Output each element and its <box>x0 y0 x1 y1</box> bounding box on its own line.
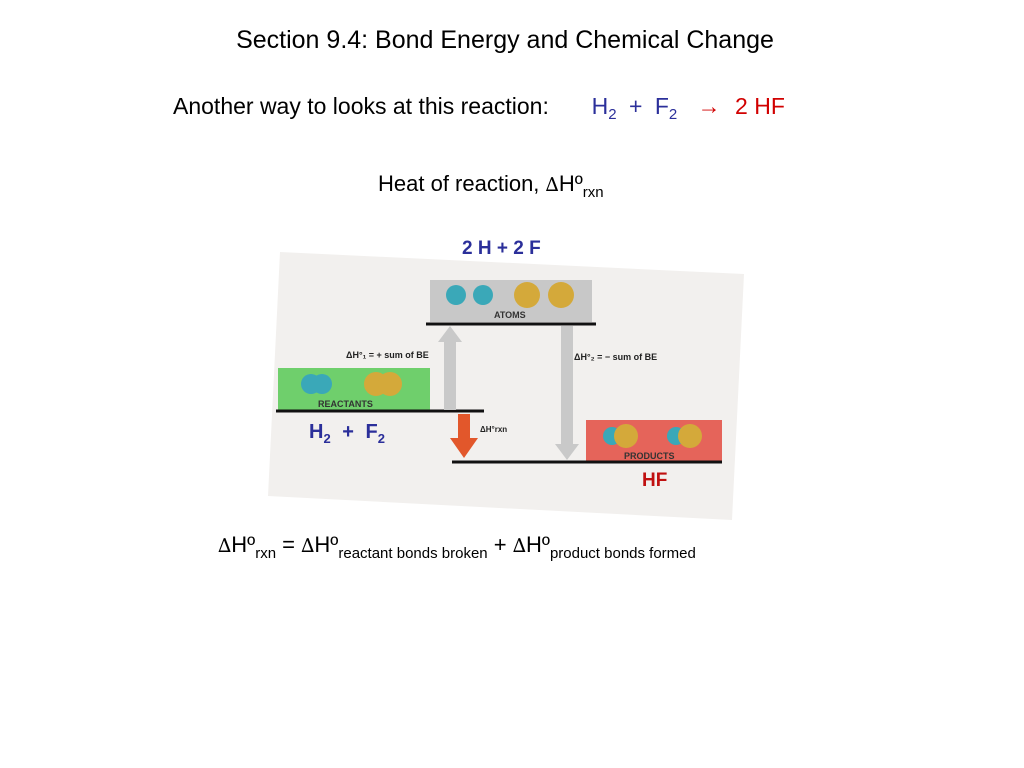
products-box-label: PRODUCTS <box>624 451 675 461</box>
hydrogen-atom <box>446 285 466 305</box>
intro-text: Another way to looks at this reaction: <box>173 93 549 119</box>
delta-symbol: ∆ <box>545 174 559 196</box>
fluorine-atom <box>378 372 402 396</box>
heat-label: Heat of reaction, <box>378 171 546 196</box>
dh1-label: ΔH°₁ = + sum of BE <box>346 350 429 360</box>
energy-level-diagram <box>266 248 746 523</box>
atoms-caption: 2 H + 2 F <box>462 238 541 259</box>
atoms-box-label: ATOMS <box>494 310 526 320</box>
bond-forming-arrow <box>561 326 573 446</box>
fluorine-atom <box>678 424 702 448</box>
dhrxn-label: ΔH°rxn <box>480 425 508 434</box>
enthalpy-symbol: Hº <box>558 171 583 196</box>
equation-arrow-icon: → <box>697 93 721 119</box>
reaction-intro <box>173 93 785 123</box>
page-title: Section 9.4: Bond Energy and Chemical Change <box>236 26 774 54</box>
equation-f2: $F_2$ <box>654 93 678 123</box>
rxn-subscript: rxn <box>582 184 604 201</box>
reactants-box-label: REACTANTS <box>318 399 373 409</box>
equation-plus: + <box>629 93 643 119</box>
bond-breaking-arrow <box>444 340 456 410</box>
fluorine-atom <box>614 424 638 448</box>
hydrogen-atom <box>312 374 332 394</box>
enthalpy-formula: ∆Hº$_{rxn}$ = ∆Hº$_{reactant bonds broken}$ + ∆Hº$_{product bonds formed}$ <box>218 532 696 562</box>
equation-h2: $H_2$ <box>591 93 617 123</box>
heat-of-reaction-heading <box>378 171 604 201</box>
fluorine-atom <box>548 282 574 308</box>
fluorine-atom <box>514 282 540 308</box>
hydrogen-atom <box>473 285 493 305</box>
dh2-label: ΔH°₂ = − sum of BE <box>574 352 658 362</box>
reaction-enthalpy-arrow <box>458 414 470 440</box>
reactants-caption: $H_2 + F_2$ <box>309 421 385 446</box>
products-caption: HF <box>642 470 668 491</box>
equation-product: 2 HF <box>735 93 785 119</box>
